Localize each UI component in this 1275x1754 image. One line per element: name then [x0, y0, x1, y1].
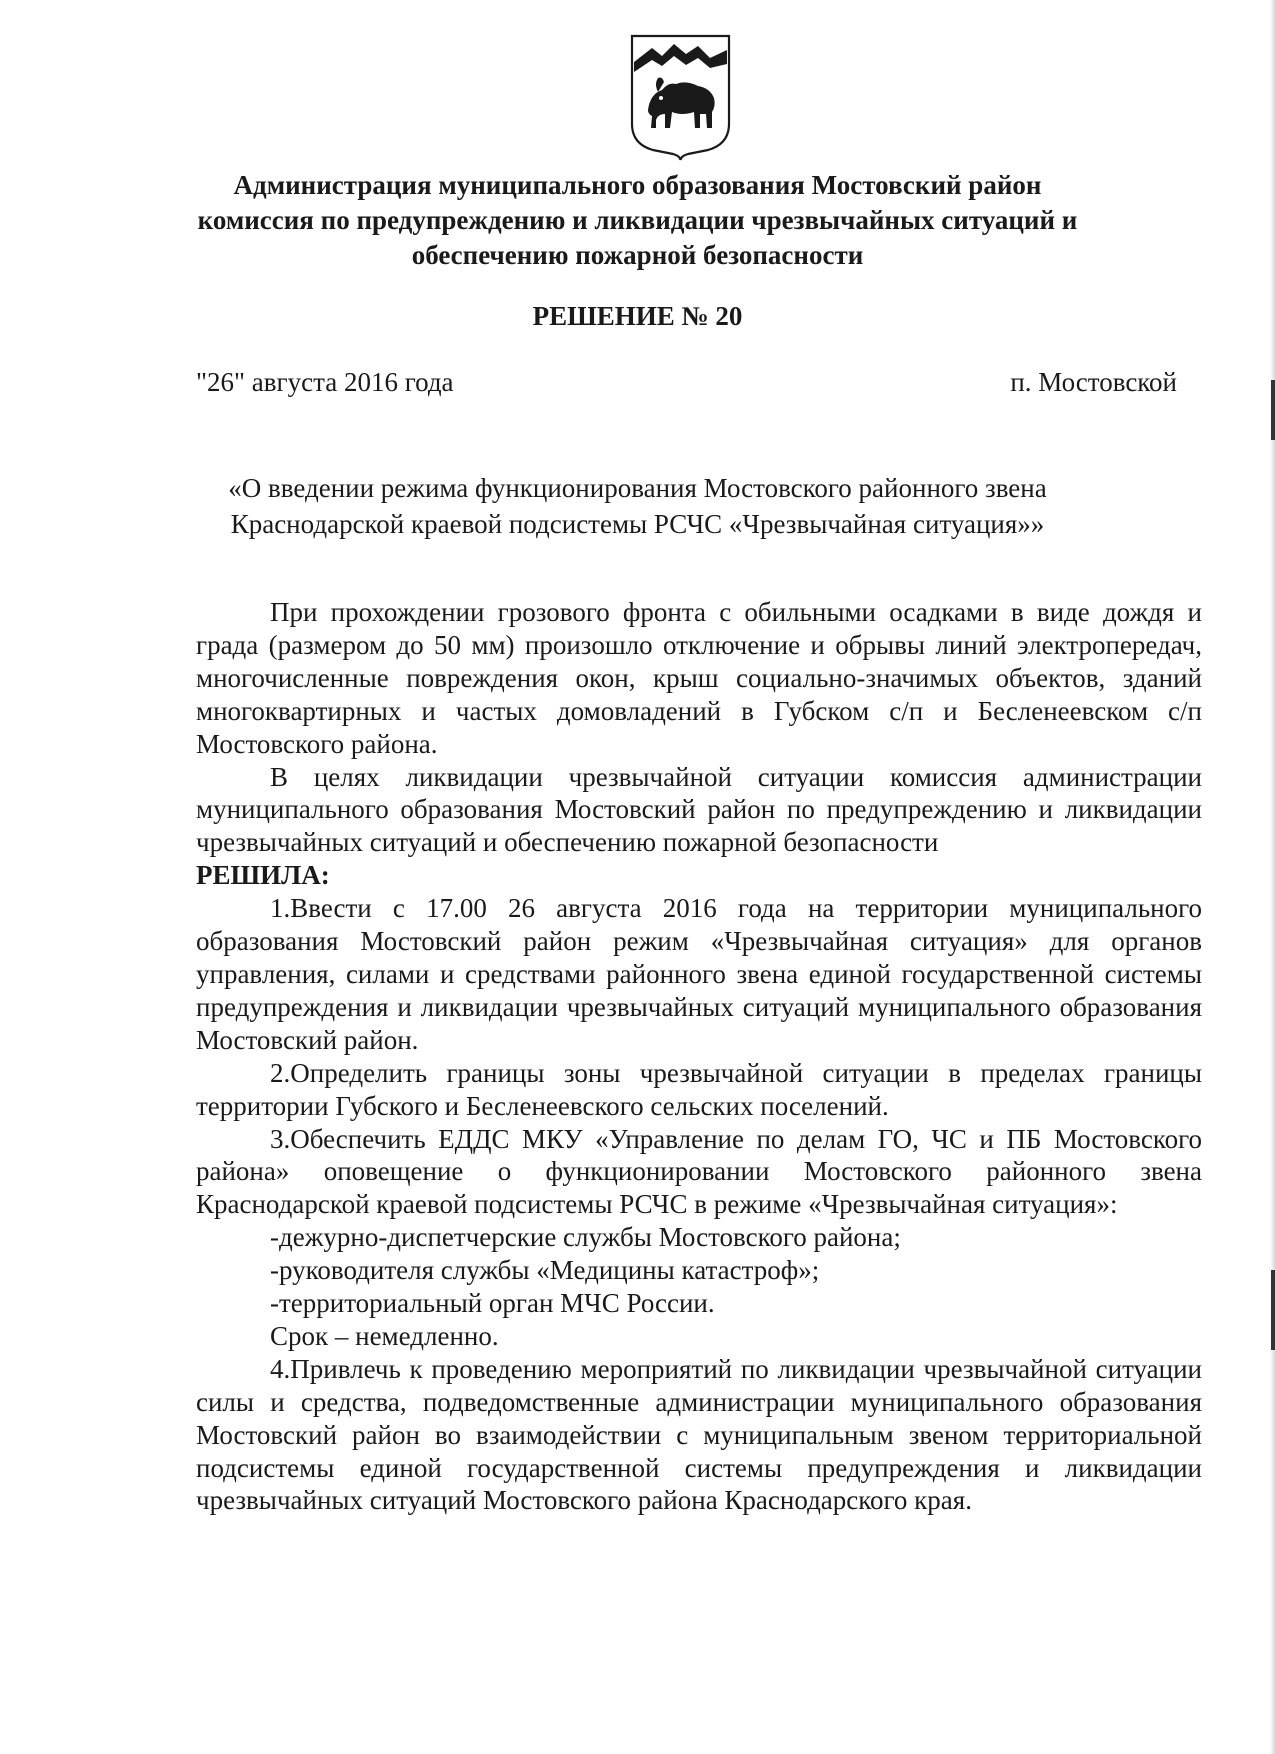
decision-subject	[160, 470, 1115, 542]
item-1: 1.Ввести с 17.00 26 августа 2016 года на территории муниципального образования Мостовский район режим «Чрезвычайная ситуация» для органов управления, силами и средствами районного звена единой государственной системы предупреждения и ликвидации чрезвычайных ситуаций муниципального образования Мостовский район.	[196, 893, 1202, 1055]
decision-date: "26" августа 2016 года	[196, 367, 454, 397]
item-3: 3.Обеспечить ЕДДС МКУ «Управление по делам ГО, ЧС и ПБ Мостовского района» оповещение о функционировании Мостовского районного звена Краснодарской краевой подсистемы РСЧС в режиме «Чрезвычайная ситуация»:	[196, 1123, 1202, 1220]
item-2: 2.Определить границы зоны чрезвычайной ситуации в пределах границы территории Губского и Бесленеевского сельских поселений.	[196, 1057, 1202, 1121]
scan-edge-mark	[1271, 380, 1275, 440]
header-line: Администрация муниципального образования Мостовский район	[233, 170, 1042, 200]
header-line: обеспечению пожарной безопасности	[411, 240, 864, 270]
item-3-list-entry: -руководителя службы «Медицины катастроф»;	[270, 1255, 820, 1286]
decision-title: РЕШЕНИЕ № 20	[532, 301, 743, 331]
scan-edge-mark	[1271, 1270, 1275, 1350]
subject-line: Краснодарской краевой подсистемы РСЧС «Чрезвычайная ситуация»»	[230, 509, 1045, 539]
page-edge-shadow	[1270, 0, 1275, 1754]
intro-paragraph: При прохождении грозового фронта с обильными осадками в виде дождя и града (размером до 50 мм) произошло отключение и обрывы линий электропередач, многочисленные повреждения окон, крыш социально-значимых объектов, зданий многоквартирных и частых домовладений в Губском с/п и Бесленеевском с/п Мостовского района.	[196, 597, 1202, 759]
deadline: Срок – немедленно.	[270, 1320, 499, 1351]
coat-of-arms-icon	[628, 32, 733, 162]
issuer-header	[160, 168, 1115, 273]
decided-text: РЕШИЛА:	[196, 860, 330, 891]
subject-line: «О введении режима функционирования Мостовского районного звена	[228, 473, 1047, 503]
decided-label	[196, 859, 1202, 892]
item-3-list-entry: -дежурно-диспетчерские службы Мостовского района;	[270, 1222, 901, 1253]
decision-place: п. Мостовской	[1010, 367, 1177, 397]
item-4: 4.Привлечь к проведению мероприятий по ликвидации чрезвычайной ситуации силы и средства, подведомственные администрации муниципального образования Мостовский район во взаимодействии с муниципальным звеном территориальной подсистемы единой государственной системы предупреждения и ликвидации чрезвычайных ситуаций Мостовского района Краснодарского края.	[196, 1353, 1202, 1516]
decision-body	[196, 596, 1202, 1517]
purpose-paragraph: В целях ликвидации чрезвычайной ситуации комиссия администрации муниципального образования Мостовский район по предупреждению и ликвидации чрезвычайных ситуаций и обеспечению пожарной безопасности	[196, 761, 1202, 858]
item-3-list-entry: -территориальный орган МЧС России.	[270, 1288, 715, 1319]
header-line: комиссия по предупреждению и ликвидации чрезвычайных ситуаций и	[197, 205, 1078, 235]
